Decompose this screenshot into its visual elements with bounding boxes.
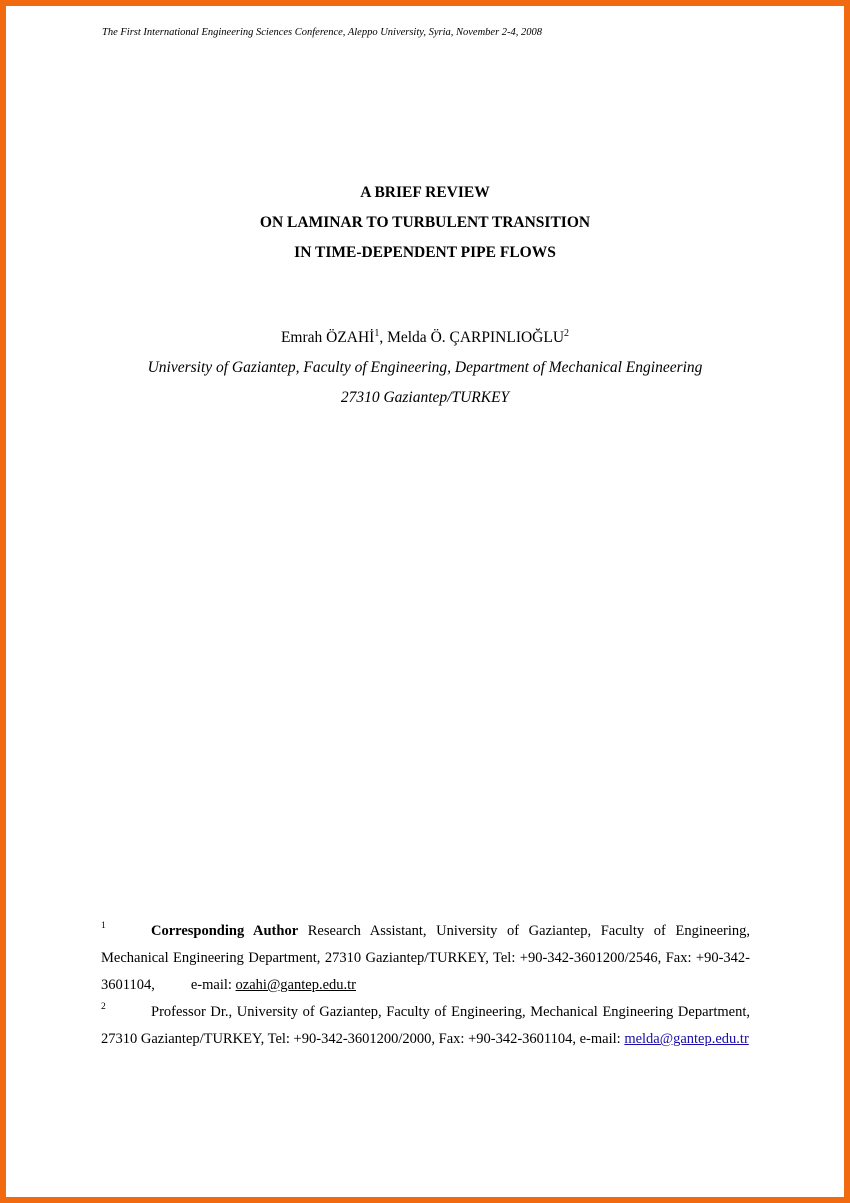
footnote-1-email-label: e-mail:: [190, 977, 236, 993]
author-1-mark: 1: [374, 328, 380, 339]
title-line-1: A BRIEF REVIEW: [360, 184, 490, 201]
title-line-2: ON LAMINAR TO TURBULENT TRANSITION: [259, 214, 591, 231]
footnote-2-text: Professor Dr., University of Gaziantep, Faculty of Engineering, Mechanical Engineering Department, 27310 Gaziantep/TURKEY, Tel: +90-342-3601200/2000, Fax: +90-342-3601104, e-mail:: [101, 1004, 750, 1047]
affiliation: [6, 353, 844, 413]
author-2-name: Melda Ö. ÇARPINLIOĞLU: [387, 329, 565, 346]
footnote-1-text: Research Assistant, University of Gaziantep, Faculty of Engineering, Mechanical Engineering Department, 27310 Gaziantep/TURKEY, Tel: +90-342-3601200/2546, Fax: +90-342-3601104,: [101, 923, 750, 993]
affiliation-line-1: University of Gaziantep, Faculty of Engineering, Department of Mechanical Engineering: [147, 359, 703, 376]
footnote-1-email[interactable]: ozahi@gantep.edu.tr: [235, 977, 356, 993]
footnote-2: 2 Professor Dr., University of Gaziantep, Faculty of Engineering, Mechanical Engineering Department, 27310 Gaziantep/TURKEY, Tel: +90-342-3601200/2000, Fax: +90-342-3601104, e-mail: melda@gantep.edu.tr: [101, 1002, 750, 1047]
author-1-name: Emrah ÖZAHİ: [280, 329, 375, 346]
footnotes: [101, 918, 750, 1053]
author-2-mark: 2: [564, 328, 570, 339]
affiliation-line-2: 27310 Gaziantep/TURKEY: [340, 389, 510, 406]
title-line-3: IN TIME-DEPENDENT PIPE FLOWS: [294, 244, 556, 261]
footnote-2-email-link[interactable]: melda@gantep.edu.tr: [624, 1031, 749, 1047]
author-list: [6, 323, 844, 353]
author-separator: ,: [379, 329, 388, 346]
footnote-1-bold-lead: Corresponding Author: [151, 923, 299, 939]
paper-title: [6, 178, 844, 268]
footnote-1: 1 Corresponding Author Research Assistant, University of Gaziantep, Faculty of Engineering, Mechanical Engineering Department, 27310 Gaziantep/TURKEY, Tel: +90-342-3601200/2546, Fax: +90-342-3601104, e-mail: ozahi@gantep.edu.tr: [101, 921, 750, 993]
running-header: The First International Engineering Sciences Conference, Aleppo University, Syria, November 2-4, 2008: [102, 27, 543, 38]
